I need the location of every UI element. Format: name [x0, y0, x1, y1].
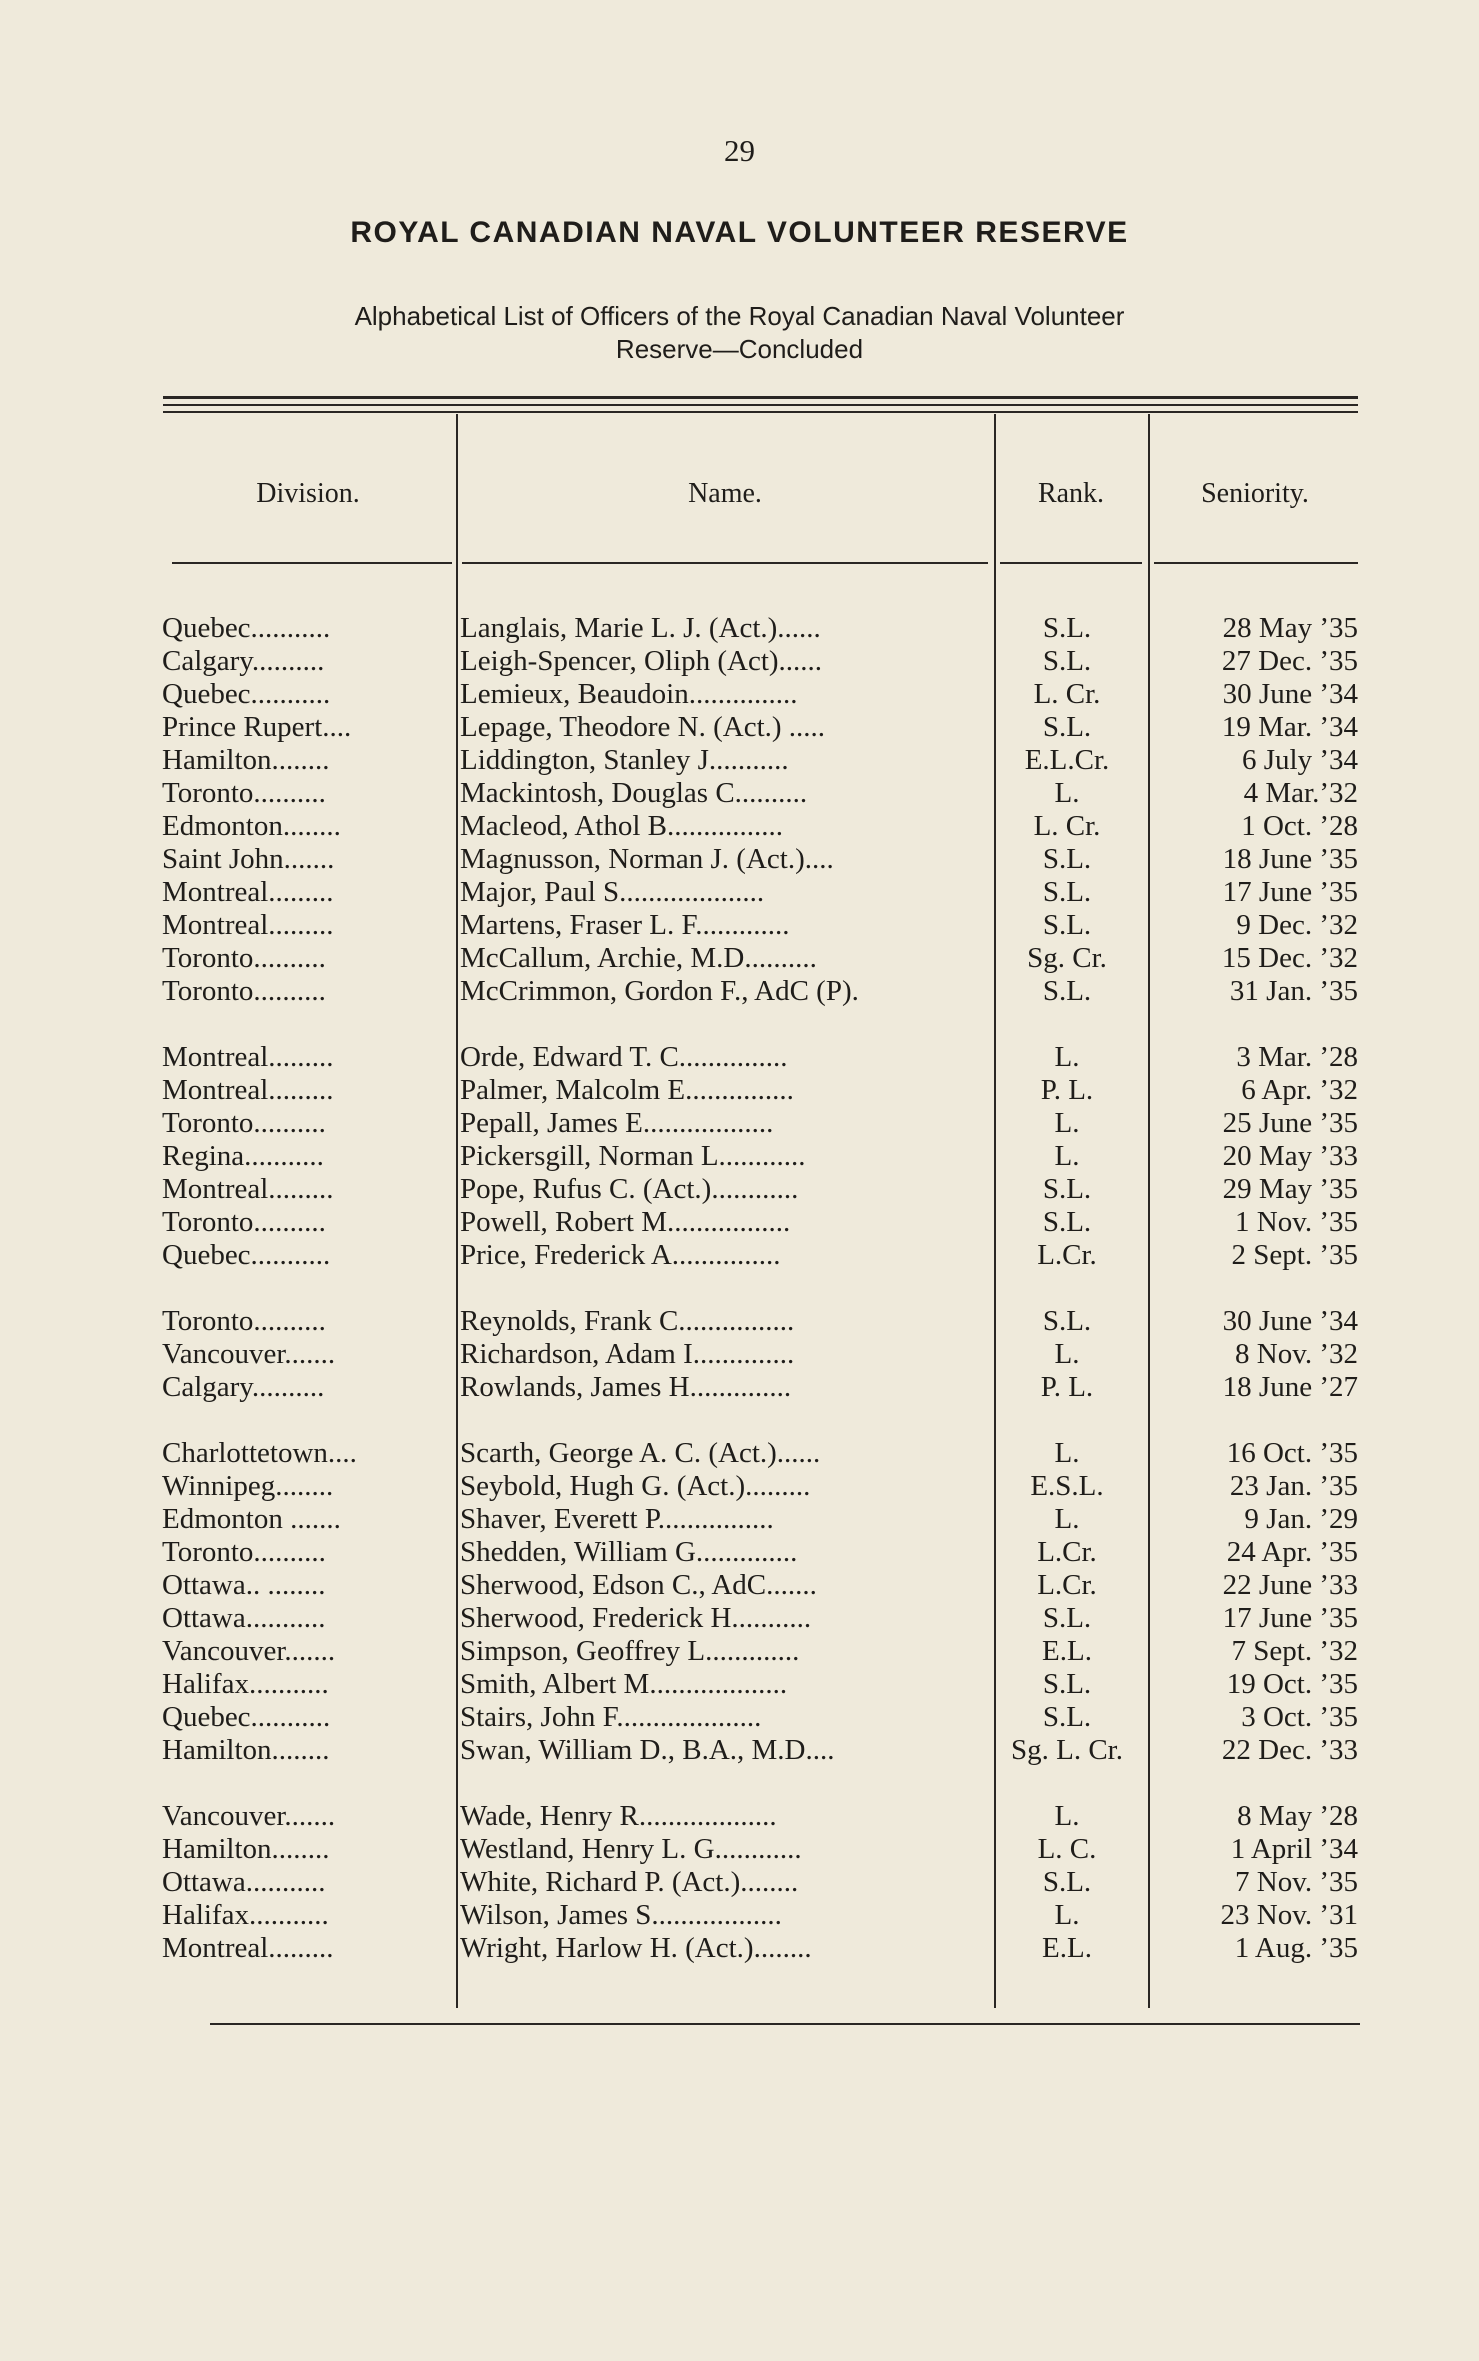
rank-cell: E.L.	[1042, 1932, 1092, 1964]
seniority-cell: 2 Sept. ’35	[1231, 1239, 1358, 1271]
division-cell: Vancouver.......	[162, 1338, 336, 1370]
rank-cell: L.	[1054, 1140, 1080, 1172]
rank-cell: L.	[1054, 1899, 1080, 1931]
division-cell: Montreal.........	[162, 909, 334, 941]
seniority-cell: 3 Oct. ’35	[1241, 1701, 1358, 1733]
seniority-cell: 7 Sept. ’32	[1231, 1635, 1358, 1667]
table-row	[0, 843, 1479, 876]
page-title: ROYAL CANADIAN NAVAL VOLUNTEER RESERVE	[350, 216, 1129, 249]
seniority-cell: 15 Dec. ’32	[1221, 942, 1358, 974]
name-cell: Major, Paul S....................	[460, 876, 765, 908]
rank-cell: L.	[1054, 1437, 1080, 1469]
rank-cell: S.L.	[1042, 1668, 1092, 1700]
table-row	[0, 1470, 1479, 1503]
name-cell: Price, Frederick A...............	[460, 1239, 781, 1271]
name-cell: Sherwood, Frederick H...........	[460, 1602, 812, 1634]
name-cell: Langlais, Marie L. J. (Act.)......	[460, 612, 821, 644]
table-row	[0, 612, 1479, 645]
seniority-cell: 25 June ’35	[1222, 1107, 1358, 1139]
division-cell: Prince Rupert....	[162, 711, 352, 743]
division-cell: Edmonton........	[162, 810, 341, 842]
officer-list	[0, 612, 1479, 1998]
name-cell: McCallum, Archie, M.D..........	[460, 942, 817, 974]
header-underline	[172, 562, 452, 564]
rank-cell: L.Cr.	[1037, 1239, 1097, 1271]
rank-cell: S.L.	[1042, 1701, 1092, 1733]
division-cell: Toronto..........	[162, 777, 326, 809]
seniority-cell: 28 May ’35	[1222, 612, 1358, 644]
name-cell: Wade, Henry R...................	[460, 1800, 777, 1832]
name-cell: McCrimmon, Gordon F., AdC (P).	[460, 975, 859, 1007]
seniority-cell: 19 Oct. ’35	[1226, 1668, 1358, 1700]
rank-cell: E.L.Cr.	[1024, 744, 1110, 776]
table-row	[0, 942, 1479, 975]
division-cell: Calgary..........	[162, 1371, 325, 1403]
division-cell: Hamilton........	[162, 1833, 330, 1865]
name-cell: Liddington, Stanley J...........	[460, 744, 789, 776]
division-cell: Toronto..........	[162, 942, 326, 974]
seniority-cell: 23 Jan. ’35	[1229, 1470, 1358, 1502]
table-row	[0, 1437, 1479, 1470]
table-row	[0, 1305, 1479, 1338]
rank-cell: Sg. Cr.	[1027, 942, 1107, 974]
rank-cell: S.L.	[1042, 843, 1092, 875]
name-cell: Smith, Albert M...................	[460, 1668, 788, 1700]
division-cell: Montreal.........	[162, 1932, 334, 1964]
seniority-cell: 31 Jan. ’35	[1229, 975, 1358, 1007]
top-rule	[163, 396, 1358, 399]
division-cell: Winnipeg........	[162, 1470, 334, 1502]
table-row	[0, 711, 1479, 744]
column-header-name: Name.	[688, 478, 762, 509]
rank-cell: S.L.	[1042, 1602, 1092, 1634]
name-cell: Reynolds, Frank C................	[460, 1305, 795, 1337]
table-row	[0, 1932, 1479, 1965]
top-rule	[163, 404, 1358, 406]
division-cell: Ottawa...........	[162, 1602, 326, 1634]
name-cell: Martens, Fraser L. F.............	[460, 909, 790, 941]
seniority-cell: 3 Mar. ’28	[1236, 1041, 1358, 1073]
header-underline	[1154, 562, 1358, 564]
rank-cell: L.	[1054, 1041, 1080, 1073]
table-row	[0, 1239, 1479, 1272]
seniority-cell: 7 Nov. ’35	[1235, 1866, 1358, 1898]
seniority-cell: 18 June ’35	[1222, 843, 1358, 875]
seniority-cell: 27 Dec. ’35	[1221, 645, 1358, 677]
seniority-cell: 20 May ’33	[1222, 1140, 1358, 1172]
rank-cell: L. Cr.	[1033, 810, 1101, 842]
division-cell: Quebec...........	[162, 678, 331, 710]
table-row	[0, 1668, 1479, 1701]
division-cell: Montreal.........	[162, 876, 334, 908]
seniority-cell: 22 June ’33	[1222, 1569, 1358, 1601]
name-cell: Wright, Harlow H. (Act.)........	[460, 1932, 812, 1964]
table-row	[0, 1635, 1479, 1668]
name-cell: Mackintosh, Douglas C..........	[460, 777, 808, 809]
entry-group	[0, 1041, 1479, 1272]
division-cell: Hamilton........	[162, 744, 330, 776]
header-underline	[462, 562, 988, 564]
table-row	[0, 1107, 1479, 1140]
table-row	[0, 909, 1479, 942]
rank-cell: Sg. L. Cr.	[1011, 1734, 1123, 1766]
subtitle-line-2: Reserve—Concluded	[615, 334, 864, 364]
name-cell: Shedden, William G..............	[460, 1536, 798, 1568]
rank-cell: L.	[1054, 1338, 1080, 1370]
table-row	[0, 810, 1479, 843]
seniority-cell: 24 Apr. ’35	[1226, 1536, 1358, 1568]
bottom-rule	[210, 2023, 1360, 2025]
rank-cell: S.L.	[1042, 645, 1092, 677]
name-cell: Pickersgill, Norman L............	[460, 1140, 806, 1172]
rank-cell: L.	[1054, 1107, 1080, 1139]
rank-cell: S.L.	[1042, 1866, 1092, 1898]
seniority-cell: 22 Dec. ’33	[1221, 1734, 1358, 1766]
division-cell: Quebec...........	[162, 1239, 331, 1271]
seniority-cell: 8 May ’28	[1237, 1800, 1358, 1832]
rank-cell: S.L.	[1042, 1305, 1092, 1337]
seniority-cell: 17 June ’35	[1222, 876, 1358, 908]
rank-cell: L. Cr.	[1033, 678, 1101, 710]
seniority-cell: 6 Apr. ’32	[1241, 1074, 1358, 1106]
division-cell: Halifax...........	[162, 1899, 329, 1931]
seniority-cell: 1 April ’34	[1230, 1833, 1358, 1865]
top-rule	[163, 411, 1358, 413]
division-cell: Halifax...........	[162, 1668, 329, 1700]
division-cell: Hamilton........	[162, 1734, 330, 1766]
table-row	[0, 1602, 1479, 1635]
division-cell: Saint John.......	[162, 843, 335, 875]
division-cell: Calgary..........	[162, 645, 325, 677]
table-row	[0, 1041, 1479, 1074]
name-cell: Leigh-Spencer, Oliph (Act)......	[460, 645, 823, 677]
seniority-cell: 9 Dec. ’32	[1236, 909, 1358, 941]
name-cell: Westland, Henry L. G............	[460, 1833, 802, 1865]
seniority-cell: 30 June ’34	[1222, 1305, 1358, 1337]
table-row	[0, 678, 1479, 711]
subtitle-line-1: Alphabetical List of Officers of the Royal Canadian Naval Volunteer	[354, 301, 1125, 331]
table-row	[0, 1800, 1479, 1833]
division-cell: Quebec...........	[162, 612, 331, 644]
entry-group	[0, 1305, 1479, 1404]
table-row	[0, 1503, 1479, 1536]
rank-cell: S.L.	[1042, 612, 1092, 644]
rank-cell: P. L.	[1040, 1371, 1094, 1403]
division-cell: Montreal.........	[162, 1173, 334, 1205]
table-row	[0, 876, 1479, 909]
entry-group	[0, 1800, 1479, 1965]
division-cell: Ottawa...........	[162, 1866, 326, 1898]
name-cell: Sherwood, Edson C., AdC.......	[460, 1569, 817, 1601]
rank-cell: E.L.	[1042, 1635, 1092, 1667]
name-cell: Orde, Edward T. C...............	[460, 1041, 788, 1073]
rank-cell: L.	[1054, 1503, 1080, 1535]
table-row	[0, 777, 1479, 810]
seniority-cell: 29 May ’35	[1222, 1173, 1358, 1205]
rank-cell: L.Cr.	[1037, 1536, 1097, 1568]
rank-cell: S.L.	[1042, 711, 1092, 743]
name-cell: Shaver, Everett P................	[460, 1503, 774, 1535]
seniority-cell: 4 Mar.’32	[1243, 777, 1358, 809]
name-cell: Wilson, James S..................	[460, 1899, 782, 1931]
name-cell: Scarth, George A. C. (Act.)......	[460, 1437, 821, 1469]
table-row	[0, 1074, 1479, 1107]
column-header-division: Division.	[256, 478, 360, 509]
division-cell: Montreal.........	[162, 1041, 334, 1073]
seniority-cell: 17 June ’35	[1222, 1602, 1358, 1634]
seniority-cell: 1 Nov. ’35	[1235, 1206, 1358, 1238]
table-row	[0, 645, 1479, 678]
page-subtitle	[0, 300, 1479, 366]
division-cell: Vancouver.......	[162, 1635, 336, 1667]
rank-cell: P. L.	[1040, 1074, 1094, 1106]
name-cell: Seybold, Hugh G. (Act.).........	[460, 1470, 811, 1502]
rank-cell: L.Cr.	[1037, 1569, 1097, 1601]
rank-cell: L. C.	[1037, 1833, 1097, 1865]
rank-cell: S.L.	[1042, 1173, 1092, 1205]
name-cell: Swan, William D., B.A., M.D....	[460, 1734, 835, 1766]
name-cell: Pope, Rufus C. (Act.)............	[460, 1173, 799, 1205]
table-row	[0, 1701, 1479, 1734]
name-cell: White, Richard P. (Act.)........	[460, 1866, 799, 1898]
name-cell: Macleod, Athol B................	[460, 810, 784, 842]
rank-cell: S.L.	[1042, 1206, 1092, 1238]
division-cell: Regina...........	[162, 1140, 324, 1172]
name-cell: Palmer, Malcolm E...............	[460, 1074, 794, 1106]
column-header-rank: Rank.	[1037, 478, 1105, 509]
rank-cell: L.	[1054, 777, 1080, 809]
division-cell: Toronto..........	[162, 1107, 326, 1139]
division-cell: Toronto..........	[162, 1536, 326, 1568]
rank-cell: S.L.	[1042, 975, 1092, 1007]
header-underline	[1000, 562, 1142, 564]
division-cell: Edmonton .......	[162, 1503, 341, 1535]
seniority-cell: 1 Aug. ’35	[1234, 1932, 1358, 1964]
seniority-cell: 19 Mar. ’34	[1221, 711, 1358, 743]
table-row	[0, 1338, 1479, 1371]
page-number: 29	[724, 133, 755, 168]
name-cell: Richardson, Adam I..............	[460, 1338, 795, 1370]
seniority-cell: 6 July ’34	[1242, 744, 1358, 776]
name-cell: Simpson, Geoffrey L.............	[460, 1635, 800, 1667]
name-cell: Lepage, Theodore N. (Act.) .....	[460, 711, 826, 743]
division-cell: Ottawa.. ........	[162, 1569, 326, 1601]
table-row	[0, 744, 1479, 777]
rank-cell: S.L.	[1042, 876, 1092, 908]
name-cell: Stairs, John F....................	[460, 1701, 762, 1733]
seniority-cell: 23 Nov. ’31	[1220, 1899, 1358, 1931]
seniority-cell: 8 Nov. ’32	[1235, 1338, 1358, 1370]
rank-cell: L.	[1054, 1800, 1080, 1832]
table-row	[0, 1734, 1479, 1767]
table-row	[0, 1569, 1479, 1602]
seniority-cell: 16 Oct. ’35	[1226, 1437, 1358, 1469]
rank-cell: S.L.	[1042, 909, 1092, 941]
seniority-cell: 1 Oct. ’28	[1241, 810, 1358, 842]
name-cell: Magnusson, Norman J. (Act.)....	[460, 843, 834, 875]
table-row	[0, 1866, 1479, 1899]
table-row	[0, 1536, 1479, 1569]
division-cell: Charlottetown....	[162, 1437, 357, 1469]
division-cell: Toronto..........	[162, 975, 326, 1007]
table-row	[0, 1206, 1479, 1239]
seniority-cell: 30 June ’34	[1222, 678, 1358, 710]
division-cell: Vancouver.......	[162, 1800, 336, 1832]
entry-group	[0, 612, 1479, 1008]
division-cell: Quebec...........	[162, 1701, 331, 1733]
name-cell: Powell, Robert M.................	[460, 1206, 791, 1238]
table-row	[0, 1140, 1479, 1173]
name-cell: Rowlands, James H..............	[460, 1371, 792, 1403]
seniority-cell: 18 June ’27	[1222, 1371, 1358, 1403]
table-row	[0, 1899, 1479, 1932]
table-row	[0, 1173, 1479, 1206]
division-cell: Toronto..........	[162, 1206, 326, 1238]
rank-cell: E.S.L.	[1030, 1470, 1104, 1502]
table-row	[0, 1833, 1479, 1866]
division-cell: Toronto..........	[162, 1305, 326, 1337]
division-cell: Montreal.........	[162, 1074, 334, 1106]
seniority-cell: 9 Jan. ’29	[1244, 1503, 1358, 1535]
column-header-seniority: Seniority.	[1201, 478, 1309, 509]
name-cell: Lemieux, Beaudoin...............	[460, 678, 798, 710]
name-cell: Pepall, James E..................	[460, 1107, 774, 1139]
table-row	[0, 1371, 1479, 1404]
entry-group	[0, 1437, 1479, 1767]
table-row	[0, 975, 1479, 1008]
